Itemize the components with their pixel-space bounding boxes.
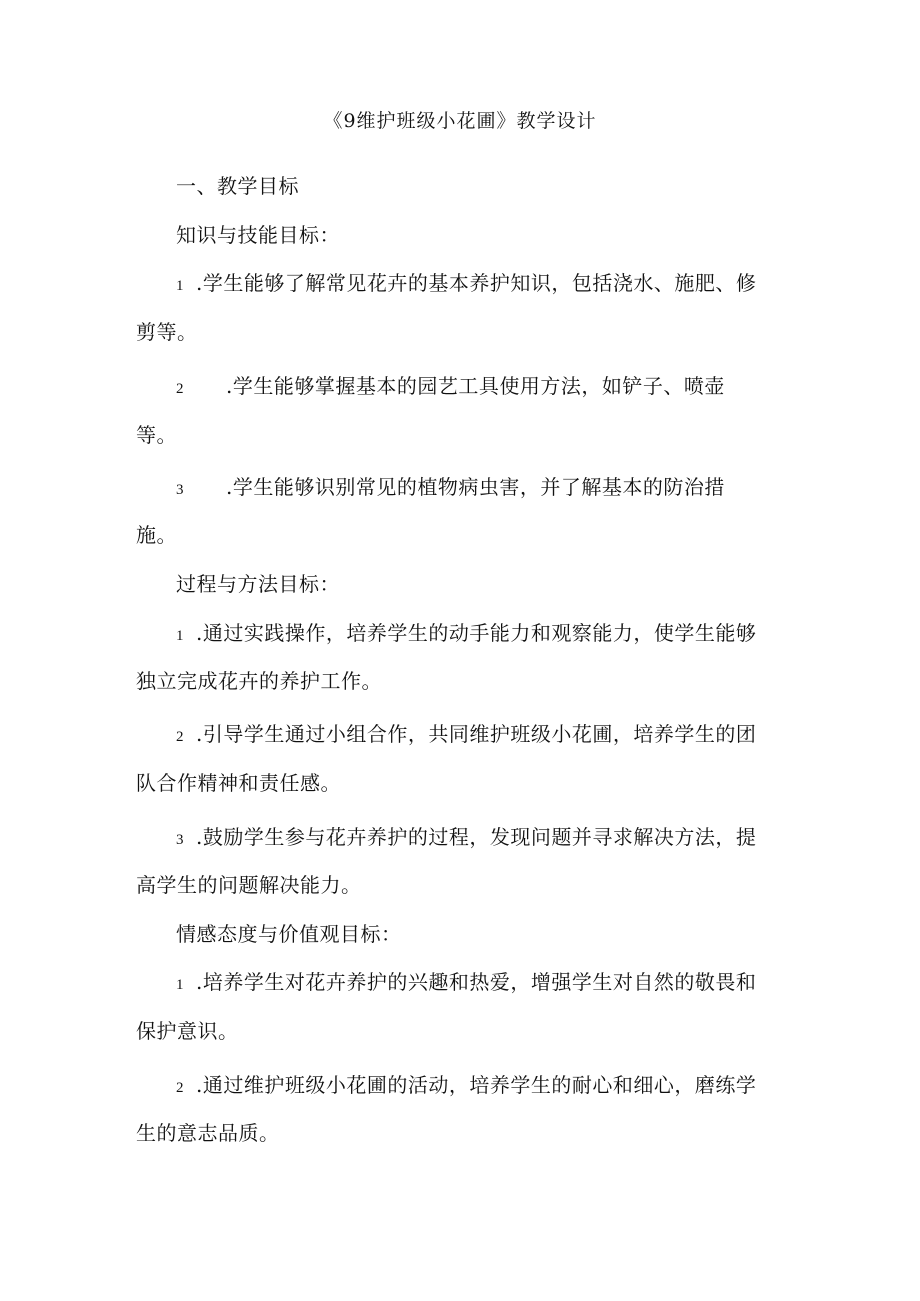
knowledge-item-1 — [176, 267, 756, 296]
item-text: .培养学生对花卉养护的兴趣和热爱，增强学生对自然的敬畏和 — [196, 970, 757, 994]
emotion-values-heading: 情感态度与价值观目标： — [176, 922, 402, 946]
item-number: 3 — [176, 832, 184, 848]
item-number: 1 — [176, 278, 184, 294]
item-text: .引导学生通过小组合作，共同维护班级小花圃，培养学生的团 — [196, 722, 757, 746]
item-text: .通过实践操作，培养学生的动手能力和观察能力，使学生能够 — [196, 621, 757, 645]
section-heading-objectives: 一、教学目标 — [176, 174, 299, 198]
item-number: 1 — [176, 628, 184, 644]
process-item-3 — [176, 821, 756, 850]
emotion-item-2 — [176, 1069, 756, 1098]
emotion-item-2-cont: 生的意志品质。 — [136, 1121, 280, 1145]
item-text: .学生能够了解常见花卉的基本养护知识，包括浇水、施肥、修 — [196, 271, 757, 295]
document-title: 《9维护班级小花圃》教学设计 — [323, 110, 597, 132]
process-item-1 — [176, 617, 756, 646]
knowledge-skills-heading: 知识与技能目标： — [176, 223, 340, 247]
knowledge-item-3 — [176, 471, 725, 500]
item-number: 2 — [176, 729, 184, 745]
process-item-2 — [176, 718, 756, 747]
process-item-3-cont: 高学生的问题解决能力。 — [136, 873, 362, 897]
process-item-1-cont: 独立完成花卉的养护工作。 — [136, 669, 382, 693]
emotion-item-1 — [176, 966, 756, 995]
knowledge-item-1-cont: 剪等。 — [136, 320, 198, 344]
item-text: .学生能够掌握基本的园艺工具使用方法，如铲子、喷壶 — [226, 374, 725, 398]
item-number: 2 — [176, 381, 184, 397]
item-number: 3 — [176, 482, 184, 498]
item-text: .鼓励学生参与花卉养护的过程，发现问题并寻求解决方法，提 — [196, 825, 757, 849]
knowledge-item-3-cont: 施。 — [136, 523, 177, 547]
item-number: 2 — [176, 1080, 184, 1096]
knowledge-item-2 — [176, 370, 725, 399]
item-text: .学生能够识别常见的植物病虫害，并了解基本的防治措 — [226, 475, 725, 499]
emotion-item-1-cont: 保护意识。 — [136, 1019, 239, 1043]
knowledge-item-2-cont: 等。 — [136, 423, 177, 447]
process-methods-heading: 过程与方法目标： — [176, 572, 340, 596]
item-text: .通过维护班级小花圃的活动，培养学生的耐心和细心，磨练学 — [196, 1073, 757, 1097]
item-number: 1 — [176, 977, 184, 993]
process-item-2-cont: 队合作精神和责任感。 — [136, 771, 341, 795]
